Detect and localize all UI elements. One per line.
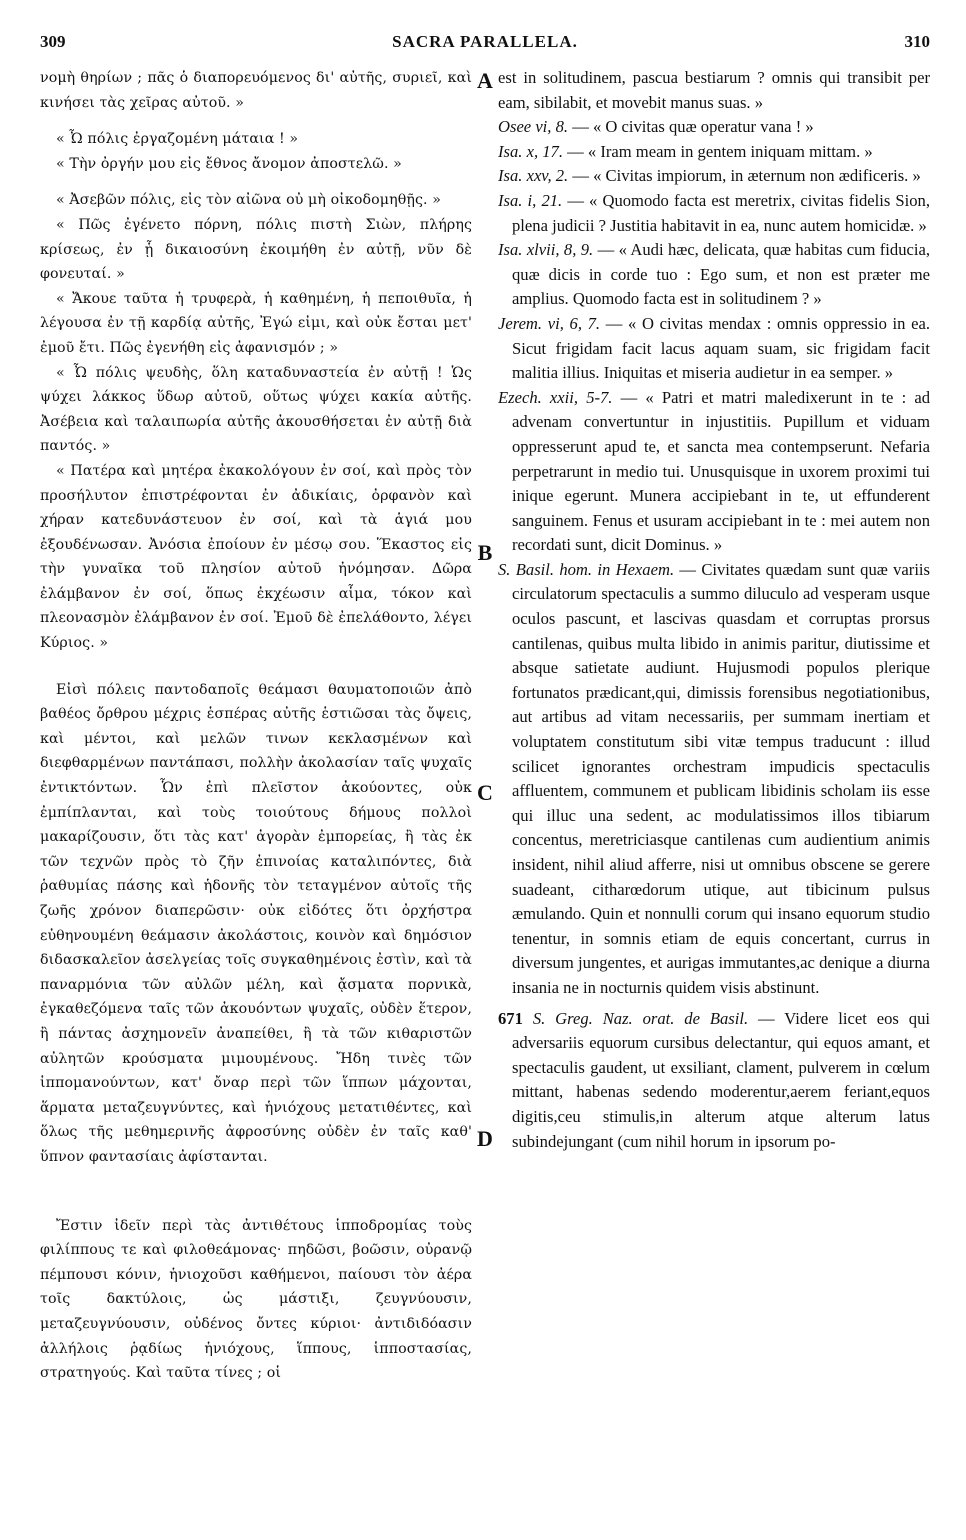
greek-paragraph: « Τὴν ὀργήν μου εἰς ἔθνος ἄνομον ἀποστελῶ. » <box>56 155 402 172</box>
source-reference: Jerem. vi, 6, 7. <box>498 313 601 333</box>
latin-text: — Videre licet eos qui adversariis equorum cursibus delectantur, qui equos amant, et spectaculis gaudent, ut exsiliant, clament, pulverem in cœlum mittant, habenas sedendo moderentur,aerem feriant,equos digitis,ceu stimulis,in alterum atque alterum latus subindejungant (cum nihil horum in ipsorum po- <box>512 1008 930 1151</box>
latin-paragraph <box>498 164 930 189</box>
latin-paragraph <box>498 312 930 386</box>
latin-paragraph <box>498 1007 930 1155</box>
latin-column <box>498 66 930 1520</box>
latin-text: — « Audi hæc, delicata, quæ habitas cum fiducia, quæ dicis in corde tuo : Ego sum, et non est præter me amplius. Quomodo facta est in solitudinem ? » <box>512 240 930 309</box>
source-reference: Isa. xlvii, 8, 9. <box>498 240 594 260</box>
source-reference: Ezech. xxii, 5-7. <box>498 387 613 407</box>
source-reference: Osee vi, 8. <box>498 117 569 137</box>
latin-paragraph <box>498 558 930 1001</box>
greek-paragraph: Εἰσὶ πόλεις παντοδαποῖς θεάμασι θαυματοποιῶν ἀπὸ βαθέος ὄρθρου μέχρις ἑσπέρας αὐτῆς ἑστιῶσαι τὰς ὄψεις, καὶ μέντοι, καὶ μελῶν τινων κεκλασμένων καὶ διεφθαρμένων παντάπασι, πολλὴν ἀκολασίαν ταῖς ψυχαῖς ἐντικτόντων. Ὧν ἐπὶ πλεῖστον ἀκούοντες, οὐκ ἐμπίπλανται, καὶ τοὺς τοιούτους δήμους πολλοὶ μακαρίζουσιν, ὅτι τὰς κατ' ἀγορὰν ἐμπορείας, ἢ τὰς ἐκ τῶν τεχνῶν πρὸς τὸ ζῆν ἐπινοίας καταλιπόντες, διὰ ῥαθυμίας πάσης καὶ ἡδονῆς τὸν τεταγμένον αὐτοῖς τῆς ζωῆς χρόνον διαπερῶσιν· οὐκ εἰδότες ὅτι ὀρχήστρα εὐθηνουμένη θεάμασιν ἀκολάστοις, κοινὸν καὶ δημόσιον διδασκαλεῖον ἀσελγείας τοῖς συγκαθημένοις ἐστὶν, καὶ τὰ παναρμόνια τῶν αὐλῶν μέλη, καὶ ᾄσματα πορνικὰ, ἐγκαθεζόμενα ταῖς τῶν ἀκουόντων ψυχαῖς, οὐδὲν ἕτερον, ἢ πάντας ἀσχημονεῖν ἀναπείθει, ἢ τὰ τῶν κιθαριστῶν αὐλητῶν κρούσματα μιμουμένους. Ἤδη τινὲς τῶν ἱππομανούντων, κατ' ὄναρ περὶ τῶν ἵππων μάχονται, ἅρματα μεταζευγνύντες, καὶ ἡνιόχους μετατιθέντες, καὶ ὅλως τῆς μεθημερινῆς ἀφροσύνης οὐδὲν ἐν ταῖς καθ' ὕπνον φαντασίαις ἀφίστανται. <box>40 681 472 1165</box>
margin-letter-d: D <box>477 1126 493 1151</box>
running-title: SACRA PARALLELA. <box>392 32 578 51</box>
greek-paragraph: « Πατέρα καὶ μητέρα ἐκακολόγουν ἐν σοί, καὶ πρὸς τὸν προσήλυτον ἐπιστρέφονται ἐν ἀδικίαις, ὀρφανὸν καὶ χήραν κατεδυνάστευον ἐν σοί, καὶ τὰ ἁγιά μου ἐξουδένωσαν. Ἀνόσια ἐποίουν ἐν μέσῳ σου. Ἕκαστος εἰς τὴν γυναῖκα τοῦ πλησίον αὐτοῦ ἠνόμησαν. Δῶρα ἐλάμβανον ἐν σοί, ὅπως ἐκχέωσιν αἷμα, τόκον καὶ πλεονασμὸν ἐλάμβανον ἐν σοί. Ἐμοῦ δὲ ἐπελάθοντο, λέγει Κύριος. » <box>40 462 472 652</box>
source-reference: S. Basil. hom. in Hexaem. <box>498 559 675 579</box>
source-reference: Isa. x, 17. <box>498 141 563 161</box>
source-reference: Isa. i, 21. <box>498 190 563 210</box>
greek-paragraph: νομὴ θηρίων ; πᾶς ὁ διαπορευόμενος δι' αὐτῆς, συριεῖ, καὶ κινήσει τὰς χεῖρας αὐτοῦ. » <box>40 70 472 111</box>
latin-text: est in solitudinem, pascua bestiarum ? omnis qui transibit per eam, sibilabit, et movebit manus suas. » <box>498 68 930 112</box>
margin-letter-a: A <box>477 68 493 93</box>
source-reference: Isa. xxv, 2. <box>498 166 569 186</box>
latin-text: — Civitates quædam sunt quæ variis circulatorum spectaculis a summo diluculo ad vesperam usque oculos pascunt, et lascivas quasdam et corruptas prorsus cantilenas, quibus multa libido in animis paritur, diutissime et absque satietate audiunt. Hujusmodi populos plerique fortunatos prædicant,qui, dimissis forensibus negotiationibus, aut artibus ad vitam necessariis, per summam inertiam et voluptatem constitutum sibi vitæ tempus traducunt : illud scilicet ignorantes orchestram impudicis spectaculis affluentem, communem et publicam libidinis scholam iis esse qui illuc una sedent, ac modulatissimos illos tibiarum concentus, meretriciasque cantilenas cum audientium animis insident, nihil aliud afferre, nisi ut omnibus obscene se gerere suadeant, citharœdorum utique, aut tibicinum pulsus æmulando. Quin et nonnulli corum qui insano equorum studio tenentur, in somnis etiam de equis concertant, currus in diversum jungentes, et aurigas immutantes,ac denique a diurna insania ne in nocturnis quidem visis abstinunt. <box>512 559 930 997</box>
greek-paragraph: Ἔστιν ἰδεῖν περὶ τὰς ἀντιθέτους ἱπποδρομίας τοὺς φιλίππους τε καὶ φιλοθεάμονας· πηδῶσι, βοῶσιν, οὐρανῷ πέμπουσι κόνιν, ἡνιοχοῦσι καθήμενοι, παίουσι τὸν ἀέρα τοῖς δακτύλοις, ὡς μάστιξι, ζευγνύουσιν, μεταζευγνύουσιν, οὐδένος ὄντες κύριοι· ἀντιδιδόασιν ἀλλήλοις ῥᾳδίως ἡνιόχους, ἵππους, ἱπποστασίας, στρατηγούς. Καὶ ταῦτα τίνες ; οἱ <box>40 1217 472 1382</box>
latin-paragraph <box>498 66 930 115</box>
source-reference: S. Greg. Naz. orat. de Basil. <box>532 1008 749 1028</box>
greek-paragraph: « Πῶς ἐγένετο πόρνη, πόλις πιστὴ Σιὼν, πλήρης κρίσεως, ἐν ᾗ δικαιοσύνη ἐκοιμήθη ἐν αὐτῇ, νῦν δὲ φονευταί. » <box>40 216 472 283</box>
greek-paragraph: « Ὦ πόλις ψευδὴς, ὅλη καταδυναστεία ἐν αὐτῇ ! Ὡς ψύχει λάκκος ὕδωρ αὐτοῦ, οὕτως ψύχει κακία αὐτῆς. Ἀσέβεια καὶ ταλαιπωρία αὐτῆς ἀκουσθήσεται ἐν αὐτῇ διὰ παντός. » <box>40 364 472 455</box>
margin-letter-b: B <box>477 540 493 565</box>
latin-paragraph <box>498 140 930 165</box>
latin-paragraph <box>498 189 930 238</box>
column-number: 671 <box>498 1008 523 1028</box>
latin-paragraph <box>498 386 930 558</box>
latin-text: — « O civitas quæ operatur vana ! » <box>568 117 814 137</box>
page-number-right: 310 <box>904 32 930 51</box>
latin-paragraph <box>498 115 930 140</box>
latin-paragraph <box>498 238 930 312</box>
latin-text: — « Quomodo facta est meretrix, civitas fidelis Sion, plena judicii ? Justitia habitavit in ea, nunc autem homicidæ. » <box>512 190 930 235</box>
latin-text: — « Iram meam in gentem iniquam mittam. » <box>562 141 873 161</box>
margin-letter-c: C <box>477 780 493 805</box>
greek-column <box>40 66 472 1520</box>
greek-paragraph: « Ἄκουε ταῦτα ἡ τρυφερὰ, ἡ καθημένη, ἡ πεποιθυῖα, ἡ λέγουσα ἐν τῇ καρδίᾳ αὐτῆς, Ἐγώ εἰμι, καὶ οὐκ ἔσται μετ' ἐμοῦ ἔτι. Πῶς ἐγενήθη εἰς ἀφανισμόν ; » <box>40 290 472 356</box>
greek-paragraph: « Ἀσεβῶν πόλις, εἰς τὸν αἰῶνα οὐ μὴ οἰκοδομηθῇς. » <box>56 192 441 209</box>
greek-paragraph: « Ὦ πόλις ἐργαζομένη μάταια ! » <box>56 131 299 148</box>
latin-text: — « Civitas impiorum, in æternum non ædificeris. » <box>568 166 921 186</box>
running-header <box>40 32 930 58</box>
page-number-left: 309 <box>40 32 66 51</box>
latin-text: — « Patri et matri maledixerunt in te : ad advenam convertuntur in injustitiis. Pupillum et viduam oppresserunt apud te, et sancta mea contempserunt. Nefaria perpetrarunt in medio tui. Unusquisque in uxorem proximi tui inique egerunt. Munera accipiebant in te, ut effunderent sanguinem. Fenus et usuram accipiebant in te : mei autem non recordati sunt, dicit Dominus. » <box>512 387 930 555</box>
latin-text: — « O civitas mendax : omnis oppressio in ea. Sicut frigidam facit lacus aquam suam, sic frigidam facit malitia illius. Iniquitas et miseria audietur in ea semper. » <box>512 313 930 383</box>
